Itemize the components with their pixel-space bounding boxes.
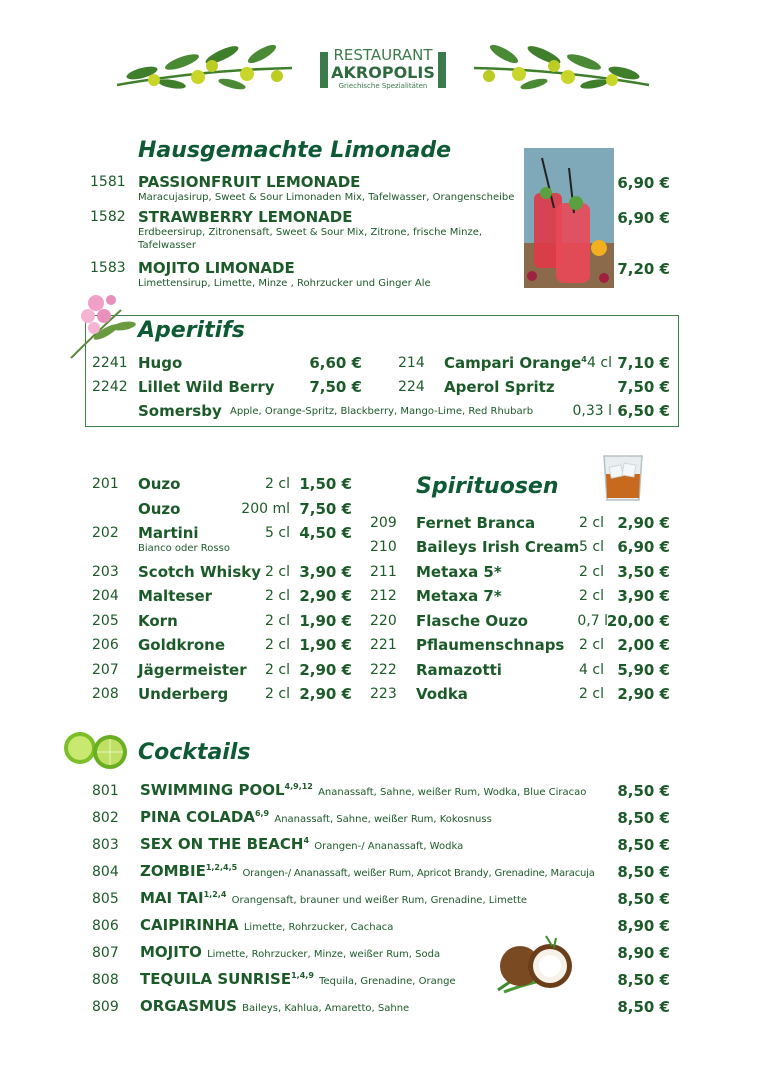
limonade-num: 1583 bbox=[90, 260, 126, 276]
spirit-price: 2,90 € bbox=[617, 685, 670, 703]
spirit-price: 1,90 € bbox=[299, 612, 352, 630]
spirit-volume: 2 cl bbox=[265, 637, 290, 653]
cocktail-num: 803 bbox=[92, 837, 119, 853]
spirit-num: 223 bbox=[370, 686, 397, 702]
spirit-price: 3,90 € bbox=[617, 587, 670, 605]
spirit-num: 222 bbox=[370, 662, 397, 678]
cocktail-name-text: PINA COLADA bbox=[140, 808, 255, 826]
aperitif-price: 7,50 € bbox=[617, 378, 670, 396]
cocktail-name-text: ZOMBIE bbox=[140, 862, 206, 880]
limonade-desc: Limettensirup, Limette, Minze , Rohrzucker und Ginger Ale bbox=[138, 278, 431, 289]
spirit-volume: 2 cl bbox=[579, 515, 604, 531]
spirit-price: 7,50 € bbox=[299, 500, 352, 518]
spirit-volume: 5 cl bbox=[579, 539, 604, 555]
aperitif-price: 6,50 € bbox=[617, 402, 670, 420]
spirit-name: Pflaumenschnaps bbox=[416, 636, 565, 654]
cocktail-num: 802 bbox=[92, 810, 119, 826]
spirituosen-title: Spirituosen bbox=[416, 474, 559, 499]
aperitif-name bbox=[444, 354, 587, 372]
allergen-note: 4 bbox=[303, 836, 310, 845]
spirit-price: 20,00 € bbox=[606, 612, 670, 630]
cocktail-desc: Orangen-/ Ananassaft, Wodka bbox=[314, 841, 464, 852]
cocktail-desc: Tequila, Grenadine, Orange bbox=[319, 976, 456, 987]
limonade-price: 6,90 € bbox=[617, 174, 670, 192]
spirit-price: 6,90 € bbox=[617, 538, 670, 556]
cocktails-title: Cocktails bbox=[138, 740, 251, 765]
aperitifs-title: Aperitifs bbox=[138, 318, 245, 343]
cocktail-name-text: CAIPIRINHA bbox=[140, 916, 239, 934]
spirit-name: Ouzo bbox=[138, 475, 181, 493]
logo-subtitle: Griechische Spezialitäten bbox=[338, 82, 428, 90]
limonade-title: Hausgemachte Limonade bbox=[138, 138, 452, 163]
allergen-note: 4,9,12 bbox=[284, 782, 313, 791]
cocktail-desc: Orangensaft, brauner und weißer Rum, Grenadine, Limette bbox=[231, 895, 528, 906]
spirit-num: 205 bbox=[92, 613, 119, 629]
spirit-num: 221 bbox=[370, 637, 397, 653]
spirit-price: 2,00 € bbox=[617, 636, 670, 654]
cocktail-desc: Orangen-/ Ananassaft, weißer Rum, Apricot Brandy, Grenadine, Maracuja bbox=[242, 868, 595, 879]
cocktail-price: 8,50 € bbox=[617, 998, 670, 1016]
spirit-price: 2,90 € bbox=[299, 685, 352, 703]
limonade-num: 1582 bbox=[90, 209, 126, 225]
allergen-note: 4 bbox=[581, 355, 587, 364]
spirit-num: 208 bbox=[92, 686, 119, 702]
logo-column-right-icon bbox=[438, 52, 446, 88]
cocktail-num: 805 bbox=[92, 891, 119, 907]
spirit-num: 211 bbox=[370, 564, 397, 580]
limonade-name: MOJITO LIMONADE bbox=[138, 259, 295, 277]
cocktail-price: 8,50 € bbox=[617, 890, 670, 908]
cocktail-num: 807 bbox=[92, 945, 119, 961]
cocktail-price: 8,50 € bbox=[617, 863, 670, 881]
aperitif-num: 2242 bbox=[92, 379, 128, 395]
cocktail-name bbox=[140, 781, 586, 799]
cocktail-num: 806 bbox=[92, 918, 119, 934]
aperitif-name-text: Campari Orange bbox=[444, 354, 582, 372]
cocktail-name-text: MAI TAI bbox=[140, 889, 204, 907]
spirit-volume: 2 cl bbox=[265, 476, 290, 492]
spirit-num: 207 bbox=[92, 662, 119, 678]
allergen-note: 1,2,4,5 bbox=[205, 863, 238, 872]
spirit-name: Ouzo bbox=[138, 500, 181, 518]
aperitif-num: 214 bbox=[398, 355, 425, 371]
spirit-num: 210 bbox=[370, 539, 397, 555]
allergen-note: 1,2,4 bbox=[203, 890, 227, 899]
cocktail-price: 8,90 € bbox=[617, 944, 670, 962]
spirit-volume: 2 cl bbox=[265, 686, 290, 702]
spirit-name: Martini bbox=[138, 524, 199, 542]
spirit-name: Metaxa 5* bbox=[416, 563, 502, 581]
spirit-volume: 2 cl bbox=[579, 588, 604, 604]
cocktail-name bbox=[140, 835, 463, 853]
aperitif-name: Lillet Wild Berry bbox=[138, 378, 275, 396]
cocktail-desc: Limette, Rohrzucker, Cachaca bbox=[243, 922, 394, 933]
olive-branch-right-icon bbox=[472, 40, 654, 95]
allergen-note: 6,9 bbox=[254, 809, 270, 818]
cocktail-desc: Ananassaft, Sahne, weißer Rum, Wodka, Blue Ciracao bbox=[318, 787, 587, 798]
cocktail-name-text: ORGASMUS bbox=[140, 997, 237, 1015]
cocktail-num: 801 bbox=[92, 783, 119, 799]
cocktail-name-text: SEX ON THE BEACH bbox=[140, 835, 304, 853]
cocktail-price: 8,50 € bbox=[617, 971, 670, 989]
spirit-name: Fernet Branca bbox=[416, 514, 536, 532]
spirit-volume: 2 cl bbox=[265, 564, 290, 580]
cocktail-name bbox=[140, 916, 393, 934]
spirit-num: 206 bbox=[92, 637, 119, 653]
spirit-price: 1,50 € bbox=[299, 475, 352, 493]
aperitif-price: 6,60 € bbox=[309, 354, 362, 372]
cocktail-num: 808 bbox=[92, 972, 119, 988]
aperitif-price: 7,10 € bbox=[617, 354, 670, 372]
cocktail-name bbox=[140, 889, 527, 907]
spirit-volume: 2 cl bbox=[265, 613, 290, 629]
spirit-volume: 200 ml bbox=[241, 501, 290, 517]
restaurant-logo bbox=[318, 44, 448, 94]
cocktail-name bbox=[140, 862, 595, 880]
cocktail-name-text: SWIMMING POOL bbox=[140, 781, 285, 799]
spirit-sub: Bianco oder Rosso bbox=[138, 543, 230, 554]
limonade-price: 6,90 € bbox=[617, 209, 670, 227]
cocktail-price: 8,50 € bbox=[617, 836, 670, 854]
cocktail-desc: Baileys, Kahlua, Amaretto, Sahne bbox=[242, 1003, 410, 1014]
spirit-name: Ramazotti bbox=[416, 661, 502, 679]
cocktail-name bbox=[140, 943, 440, 961]
olive-branch-left-icon bbox=[112, 40, 294, 95]
lime-icon bbox=[60, 730, 134, 770]
spirit-price: 1,90 € bbox=[299, 636, 352, 654]
spirit-name: Metaxa 7* bbox=[416, 587, 502, 605]
spirit-volume: 2 cl bbox=[265, 588, 290, 604]
spirit-num: 202 bbox=[92, 525, 119, 541]
cocktail-price: 8,90 € bbox=[617, 917, 670, 935]
spirit-volume: 2 cl bbox=[265, 662, 290, 678]
spirit-price: 4,50 € bbox=[299, 524, 352, 542]
spirit-price: 2,90 € bbox=[299, 587, 352, 605]
logo-column-left-icon bbox=[320, 52, 328, 88]
spirit-name: Malteser bbox=[138, 587, 213, 605]
cocktail-name bbox=[140, 970, 456, 988]
cocktail-name-text: MOJITO bbox=[140, 943, 202, 961]
aperitif-price: 7,50 € bbox=[309, 378, 362, 396]
spirit-name: Korn bbox=[138, 612, 178, 630]
cocktail-name-text: TEQUILA SUNRISE bbox=[140, 970, 292, 988]
flower-icon bbox=[66, 288, 144, 360]
spirit-volume: 5 cl bbox=[265, 525, 290, 541]
limonade-desc: Erdbeersirup, Zitronensaft, Sweet & Sour Mix, Zitrone, frische Minze, bbox=[138, 227, 483, 238]
spirit-volume: 2 cl bbox=[579, 637, 604, 653]
spirit-num: 209 bbox=[370, 515, 397, 531]
spirit-num: 220 bbox=[370, 613, 397, 629]
aperitif-name: Aperol Spritz bbox=[444, 378, 555, 396]
aperitif-desc: Apple, Orange-Spritz, Blackberry, Mango-Lime, Red Rhubarb bbox=[230, 406, 534, 417]
spirit-num: 204 bbox=[92, 588, 119, 604]
limonade-desc-line2: Tafelwasser bbox=[138, 240, 197, 251]
aperitif-num: 2241 bbox=[92, 355, 128, 371]
spirit-name: Flasche Ouzo bbox=[416, 612, 528, 630]
spirit-num: 212 bbox=[370, 588, 397, 604]
cocktail-price: 8,50 € bbox=[617, 809, 670, 827]
spirit-price: 3,50 € bbox=[617, 563, 670, 581]
spirit-price: 2,90 € bbox=[299, 661, 352, 679]
spirit-price: 2,90 € bbox=[617, 514, 670, 532]
spirit-name: Jägermeister bbox=[138, 661, 247, 679]
spirit-name: Vodka bbox=[416, 685, 468, 703]
spirit-name: Goldkrone bbox=[138, 636, 226, 654]
limonade-num: 1581 bbox=[90, 174, 126, 190]
allergen-note: 1,4,9 bbox=[291, 971, 314, 980]
spirit-name: Underberg bbox=[138, 685, 229, 703]
aperitif-name: Hugo bbox=[138, 354, 183, 372]
spirit-price: 5,90 € bbox=[617, 661, 670, 679]
cocktail-name bbox=[140, 997, 409, 1015]
whisky-glass-icon bbox=[600, 452, 646, 504]
cocktail-name bbox=[140, 808, 492, 826]
spirit-volume: 2 cl bbox=[579, 564, 604, 580]
spirit-volume: 4 cl bbox=[579, 662, 604, 678]
logo-top-text: RESTAURANT bbox=[333, 46, 433, 64]
aperitif-volume: 4 cl bbox=[587, 355, 612, 371]
aperitif-volume: 0,33 l bbox=[572, 403, 612, 419]
spirit-num: 201 bbox=[92, 476, 119, 492]
cocktail-num: 809 bbox=[92, 999, 119, 1015]
cocktail-desc: Ananassaft, Sahne, weißer Rum, Kokosnuss bbox=[274, 814, 492, 825]
limonade-name: STRAWBERRY LEMONADE bbox=[138, 208, 353, 226]
spirit-volume: 2 cl bbox=[579, 686, 604, 702]
logo-name-text: AKROPOLIS bbox=[331, 63, 435, 82]
aperitif-name: Somersby bbox=[138, 402, 222, 420]
spirit-price: 3,90 € bbox=[299, 563, 352, 581]
lemonade-photo bbox=[524, 148, 614, 288]
limonade-desc: Maracujasirup, Sweet & Sour Limonaden Mix, Tafelwasser, Orangenscheibe bbox=[138, 192, 515, 203]
coconut-icon bbox=[494, 932, 580, 996]
cocktail-num: 804 bbox=[92, 864, 119, 880]
spirit-name: Scotch Whisky bbox=[138, 563, 262, 581]
cocktail-price: 8,50 € bbox=[617, 782, 670, 800]
cocktail-desc: Limette, Rohrzucker, Minze, weißer Rum, Soda bbox=[207, 949, 441, 960]
aperitif-num: 224 bbox=[398, 379, 425, 395]
spirit-num: 203 bbox=[92, 564, 119, 580]
limonade-price: 7,20 € bbox=[617, 260, 670, 278]
spirit-volume: 0,7 l bbox=[577, 613, 608, 629]
spirit-name: Baileys Irish Cream bbox=[416, 538, 580, 556]
limonade-name: PASSIONFRUIT LEMONADE bbox=[138, 173, 361, 191]
